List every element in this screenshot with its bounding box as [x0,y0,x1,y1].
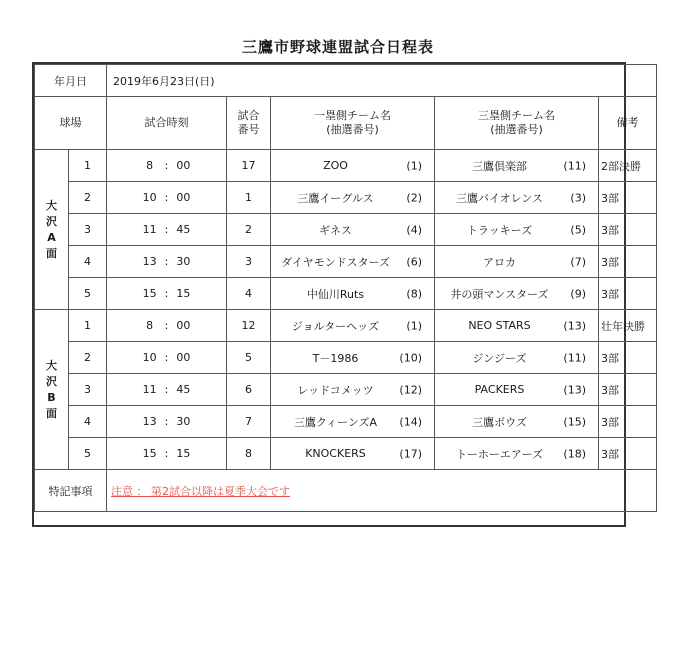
venue-char: 面 [46,246,57,260]
first-base-draw-number: (17) [399,447,422,460]
first-base-draw-number: (1) [406,159,422,172]
third-base-draw-number: (13) [563,383,586,396]
first-base-team [271,342,435,374]
first-base-draw-number: (1) [406,319,422,332]
date-row [35,65,657,97]
date-value: 2019年6月23日(日) [107,65,657,97]
table-row [35,214,657,246]
time-hour: 10 [142,351,157,364]
table-row [35,310,657,342]
third-base-team-name: ジンジーズ [472,351,527,365]
first-base-team [271,150,435,182]
table-row [35,374,657,406]
first-base-team [271,182,435,214]
first-base-draw-number: (4) [406,223,422,236]
first-base-team-name: ZOO [323,159,348,172]
header-venue: 球場 [35,97,107,150]
first-base-team-name: 三鷹クィーンズA [293,415,378,429]
third-base-draw-number: (11) [563,159,586,172]
third-base-team [435,182,599,214]
third-base-team-name: 三鷹倶楽部 [472,159,527,173]
third-base-draw-number: (7) [570,255,586,268]
third-base-team-name: トラッキーズ [466,223,533,237]
header-third-base [435,97,599,150]
row-number: 1 [69,310,107,342]
third-base-team-name: 井の頭マンスターズ [450,287,549,301]
third-base-team [435,278,599,310]
first-base-team-name: T－1986 [312,351,359,365]
game-number: 7 [227,406,271,438]
row-number: 2 [69,342,107,374]
table-row [35,342,657,374]
remarks-cell: 3部 [599,278,657,310]
third-base-team [435,342,599,374]
special-text: 注意 ： 第2試合以降は夏季大会です [107,470,657,512]
first-base-team [271,310,435,342]
first-base-team [271,214,435,246]
first-base-team-name: KNOCKERS [305,447,366,460]
venue-name [35,150,69,310]
first-base-team [271,374,435,406]
third-base-draw-number: (13) [563,319,586,332]
header-first-base [271,97,435,150]
header-game-no [227,97,271,150]
schedule-sheet [32,62,645,527]
remarks-cell: 3部 [599,246,657,278]
time-minute: 45 [176,383,191,396]
first-base-team-name: 三鷹イーグルス [297,191,374,205]
start-time: 13 : 30 [107,246,227,278]
start-time: 10 : 00 [107,342,227,374]
remarks-cell: 3部 [599,342,657,374]
time-minute: 00 [176,159,191,172]
start-time: 11 : 45 [107,214,227,246]
start-time: 8 : 00 [107,150,227,182]
first-base-team-name: ジョルターヘッズ [291,319,380,333]
venue-name [35,310,69,470]
header-remarks: 備考 [599,97,657,150]
row-number: 5 [69,278,107,310]
row-number: 5 [69,438,107,470]
game-number: 17 [227,150,271,182]
row-number: 2 [69,182,107,214]
first-base-team [271,406,435,438]
time-minute: 15 [176,447,191,460]
first-base-team-name: 中仙川Ruts [306,287,365,301]
time-minute: 00 [176,191,191,204]
third-base-team-name: NEO STARS [468,319,531,332]
header-first-base-line1: 一塁側チーム名 [314,109,391,122]
remarks-cell: 3部 [599,374,657,406]
third-base-draw-number: (11) [563,351,586,364]
header-game-no-line2: 番号 [237,123,260,136]
third-base-team [435,374,599,406]
first-base-team-name: レッドコメッツ [297,383,374,397]
third-base-team [435,406,599,438]
remarks-cell: 3部 [599,406,657,438]
third-base-team [435,150,599,182]
time-minute: 30 [176,255,191,268]
table-row [35,438,657,470]
first-base-team [271,438,435,470]
venue-char: B [47,390,56,404]
row-number: 3 [69,374,107,406]
header-game-no-line1: 試合 [237,109,260,122]
remarks-cell: 2部決勝 [599,150,657,182]
start-time: 15 : 15 [107,278,227,310]
third-base-draw-number: (3) [570,191,586,204]
first-base-draw-number: (10) [399,351,422,364]
header-row [35,97,657,150]
venue-char: 大 [46,198,57,212]
third-base-team-name: トーホーエアーズ [455,447,544,461]
table-row [35,278,657,310]
venue-char: 面 [46,406,57,420]
first-base-draw-number: (6) [406,255,422,268]
special-label: 特記事項 [35,470,107,512]
time-hour: 8 [146,159,154,172]
time-minute: 30 [176,415,191,428]
first-base-team [271,246,435,278]
first-base-draw-number: (8) [406,287,422,300]
row-number: 3 [69,214,107,246]
game-number: 12 [227,310,271,342]
time-hour: 11 [142,383,157,396]
remarks-cell: 3部 [599,438,657,470]
third-base-draw-number: (9) [570,287,586,300]
third-base-team-name: PACKERS [474,383,525,396]
schedule-table [34,64,657,512]
time-hour: 10 [142,191,157,204]
game-number: 2 [227,214,271,246]
row-number: 4 [69,246,107,278]
time-hour: 11 [142,223,157,236]
third-base-draw-number: (18) [563,447,586,460]
third-base-team [435,246,599,278]
third-base-team [435,214,599,246]
remarks-cell: 3部 [599,214,657,246]
start-time: 15 : 15 [107,438,227,470]
date-label: 年月日 [35,65,107,97]
time-hour: 13 [142,255,157,268]
start-time: 11 : 45 [107,374,227,406]
time-hour: 8 [146,319,154,332]
game-number: 1 [227,182,271,214]
row-number: 4 [69,406,107,438]
time-hour: 13 [142,415,157,428]
third-base-team-name: 三鷹ボウズ [472,415,527,429]
venue-char: 沢 [46,214,57,228]
game-number: 6 [227,374,271,406]
table-row [35,150,657,182]
third-base-team-name: アロカ [483,255,516,269]
third-base-draw-number: (15) [563,415,586,428]
header-first-base-line2: (抽選番号) [326,123,379,136]
time-hour: 15 [142,447,157,460]
time-minute: 15 [176,287,191,300]
third-base-team [435,310,599,342]
first-base-team-name: ダイヤモンドスターズ [280,255,391,269]
time-minute: 00 [176,351,191,364]
row-number: 1 [69,150,107,182]
time-hour: 15 [142,287,157,300]
third-base-draw-number: (5) [570,223,586,236]
first-base-team-name: ギネス [319,223,352,237]
table-row [35,246,657,278]
time-minute: 00 [176,319,191,332]
games-body [35,150,657,470]
game-number: 5 [227,342,271,374]
header-third-base-line2: (抽選番号) [490,123,543,136]
page-title: 三鷹市野球連盟試合日程表 [241,38,434,56]
start-time: 10 : 00 [107,182,227,214]
table-row [35,182,657,214]
remarks-cell: 壮年決勝 [599,310,657,342]
game-number: 4 [227,278,271,310]
venue-char: A [47,230,56,244]
first-base-draw-number: (14) [399,415,422,428]
game-number: 3 [227,246,271,278]
header-time: 試合時刻 [107,97,227,150]
venue-char: 大 [46,358,57,372]
first-base-draw-number: (2) [406,191,422,204]
venue-char: 沢 [46,374,57,388]
game-number: 8 [227,438,271,470]
header-third-base-line1: 三塁側チーム名 [478,109,555,122]
first-base-draw-number: (12) [399,383,422,396]
time-minute: 45 [176,223,191,236]
start-time: 13 : 30 [107,406,227,438]
third-base-team [435,438,599,470]
remarks-cell: 3部 [599,182,657,214]
first-base-team [271,278,435,310]
start-time: 8 : 00 [107,310,227,342]
special-row [35,470,657,512]
third-base-team-name: 三鷹バイオレンス [455,191,544,205]
table-row [35,406,657,438]
